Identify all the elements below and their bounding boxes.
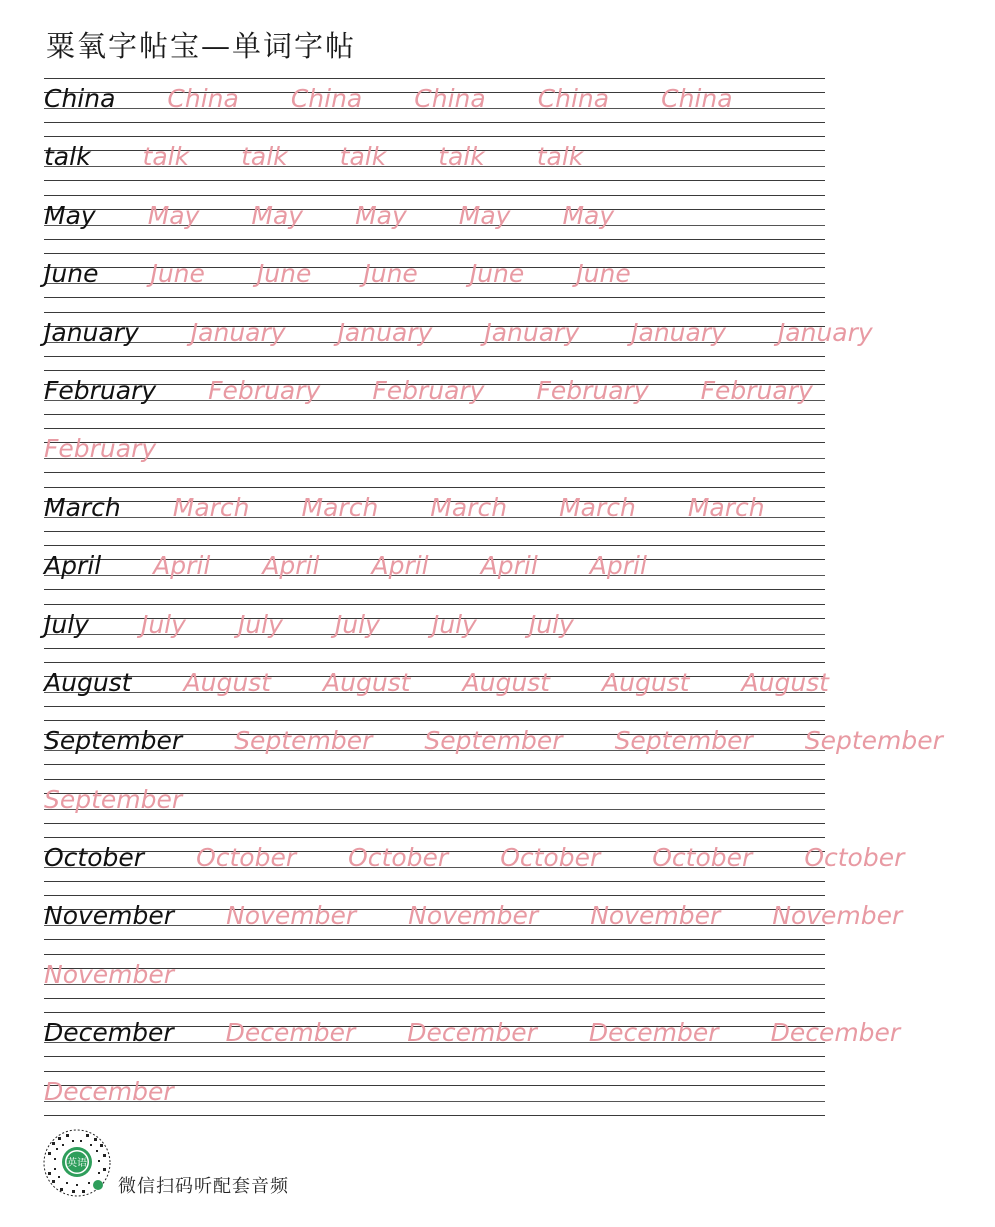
trace-word: talk — [339, 142, 387, 172]
model-word: China — [44, 84, 116, 113]
practice-row — [44, 249, 825, 307]
row-words — [44, 666, 881, 700]
practice-row — [44, 74, 825, 132]
guide-line — [44, 253, 825, 254]
guide-line — [44, 648, 825, 649]
row-words — [44, 82, 785, 116]
row-words — [44, 140, 635, 174]
practice-row — [44, 424, 825, 482]
row-words — [44, 1075, 226, 1109]
model-word: June — [44, 259, 99, 289]
row-words — [44, 199, 666, 233]
guide-line — [44, 414, 825, 415]
page-title: 粟氧字帖宝—单词字帖 — [46, 29, 357, 63]
trace-word: February — [700, 375, 813, 405]
trace-word: December — [44, 1076, 174, 1106]
trace-word: July — [528, 609, 574, 639]
row-words — [44, 374, 865, 408]
guide-line — [44, 428, 825, 429]
practice-row — [44, 191, 825, 249]
practice-row — [44, 891, 903, 949]
trace-word: November — [44, 959, 175, 989]
trace-word: July — [431, 609, 477, 639]
trace-word: August — [183, 667, 271, 697]
trace-word: November — [590, 901, 721, 931]
trace-word: April — [480, 551, 538, 581]
trace-word: China — [167, 84, 239, 113]
trace-word: October — [348, 843, 449, 873]
trace-word: May — [355, 200, 407, 230]
trace-word: April — [589, 551, 647, 581]
practice-row — [44, 366, 825, 424]
guide-line — [44, 779, 825, 780]
model-word: July — [44, 609, 89, 639]
guide-line — [44, 823, 825, 824]
trace-word: October — [652, 843, 753, 873]
guide-line — [44, 370, 825, 371]
trace-word: November — [408, 901, 539, 931]
trace-word: July — [237, 609, 283, 639]
trace-word: December — [588, 1018, 719, 1048]
trace-word: talk — [438, 142, 485, 172]
row-words — [44, 783, 234, 817]
trace-word: March — [430, 492, 508, 522]
guide-line — [44, 881, 825, 882]
trace-word: May — [251, 200, 304, 230]
guide-line — [44, 531, 825, 532]
trace-word: August — [462, 667, 550, 697]
model-word: August — [44, 667, 132, 697]
trace-word: October — [804, 843, 905, 873]
guide-line — [44, 545, 825, 546]
row-words — [44, 432, 208, 466]
trace-word: December — [225, 1018, 356, 1048]
trace-word: China — [537, 84, 610, 113]
practice-row — [44, 1067, 825, 1125]
model-word: talk — [44, 142, 91, 172]
practice-row — [44, 658, 829, 716]
trace-word: June — [363, 259, 418, 289]
guide-line — [44, 78, 825, 79]
trace-word: China — [290, 84, 363, 113]
guide-line — [44, 195, 825, 196]
trace-word: June — [256, 259, 312, 289]
practice-row — [44, 1008, 901, 1066]
practice-row — [44, 716, 943, 774]
model-word: October — [44, 843, 145, 873]
trace-word: July — [140, 609, 186, 639]
trace-word: January — [337, 317, 433, 347]
trace-word: June — [469, 259, 525, 289]
guide-line — [44, 1115, 825, 1116]
model-word: January — [44, 317, 139, 347]
guide-line — [44, 297, 825, 298]
model-word: March — [44, 492, 121, 522]
practice-row — [44, 308, 873, 366]
row-words — [44, 491, 817, 525]
trace-word: June — [576, 259, 631, 289]
trace-word: June — [150, 259, 205, 289]
trace-word: talk — [142, 142, 190, 172]
guide-line — [44, 720, 825, 721]
guide-line — [44, 1012, 825, 1013]
trace-word: January — [631, 317, 726, 347]
qr-code-icon[interactable] — [42, 1128, 112, 1198]
trace-word: November — [226, 901, 357, 931]
guide-line — [44, 312, 825, 313]
practice-row — [44, 132, 825, 190]
guide-line — [44, 604, 825, 605]
trace-word: December — [770, 1018, 901, 1048]
trace-word: August — [741, 667, 829, 697]
row-words — [44, 316, 925, 350]
trace-word: February — [536, 375, 649, 405]
practice-row — [44, 541, 825, 599]
trace-word: March — [301, 492, 379, 522]
trace-word: September — [234, 726, 373, 756]
guide-line — [44, 472, 825, 473]
practice-row — [44, 950, 825, 1008]
trace-word: February — [208, 375, 321, 405]
guide-line — [44, 239, 825, 240]
practice-row — [44, 833, 905, 891]
row-words — [44, 724, 995, 758]
trace-word: January — [777, 317, 873, 347]
guide-line — [44, 764, 825, 765]
trace-word: April — [371, 551, 429, 581]
trace-word: April — [262, 551, 320, 581]
trace-word: August — [602, 667, 690, 697]
trace-word: November — [772, 901, 903, 931]
guide-line — [44, 589, 825, 590]
guide-line — [44, 895, 825, 896]
trace-word: May — [147, 200, 200, 230]
row-words — [44, 549, 699, 583]
trace-word: China — [661, 84, 733, 113]
practice-row — [44, 775, 825, 833]
trace-word: February — [372, 375, 485, 405]
trace-word: February — [44, 434, 157, 464]
guide-line — [44, 356, 825, 357]
guide-line — [44, 1056, 825, 1057]
practice-row — [44, 600, 825, 658]
guide-line — [44, 939, 825, 940]
guide-line — [44, 706, 825, 707]
guide-line — [44, 837, 825, 838]
row-words — [44, 608, 626, 642]
trace-word: May — [562, 200, 615, 230]
trace-word: China — [414, 84, 486, 113]
footer — [42, 1128, 442, 1198]
trace-word: September — [424, 726, 563, 756]
guide-line — [44, 662, 825, 663]
row-words — [44, 899, 954, 933]
trace-word: May — [458, 200, 511, 230]
trace-word: March — [559, 492, 636, 522]
row-words — [44, 1016, 952, 1050]
guide-line — [44, 1071, 825, 1072]
scan-caption: 微信扫码听配套音频 — [118, 1176, 289, 1197]
trace-word: March — [687, 492, 765, 522]
model-word: November — [44, 901, 175, 931]
model-word: May — [44, 200, 96, 230]
model-word: December — [44, 1018, 174, 1048]
trace-word: December — [407, 1018, 537, 1048]
model-word: September — [44, 726, 183, 756]
row-words — [44, 841, 956, 875]
row-words — [44, 257, 683, 291]
guide-line — [44, 180, 825, 181]
trace-word: October — [196, 843, 297, 873]
trace-word: March — [172, 492, 250, 522]
trace-word: April — [153, 551, 211, 581]
qr-badge-label: 英语 — [67, 1158, 87, 1169]
trace-word: October — [500, 843, 601, 873]
trace-word: January — [484, 317, 580, 347]
trace-word: July — [334, 609, 380, 639]
model-word: February — [44, 375, 157, 405]
trace-word: January — [190, 317, 286, 347]
guide-line — [44, 122, 825, 123]
trace-word: September — [44, 784, 183, 814]
guide-line — [44, 998, 825, 999]
guide-line — [44, 487, 825, 488]
trace-word: talk — [241, 142, 288, 172]
trace-word: August — [323, 667, 411, 697]
row-words — [44, 958, 226, 992]
guide-line — [44, 954, 825, 955]
practice-row — [44, 483, 825, 541]
trace-word: September — [614, 726, 753, 756]
guide-line — [44, 136, 825, 137]
practice-sheet — [44, 74, 943, 1125]
trace-word: September — [804, 726, 943, 756]
model-word: April — [44, 551, 102, 581]
trace-word: talk — [536, 142, 584, 172]
